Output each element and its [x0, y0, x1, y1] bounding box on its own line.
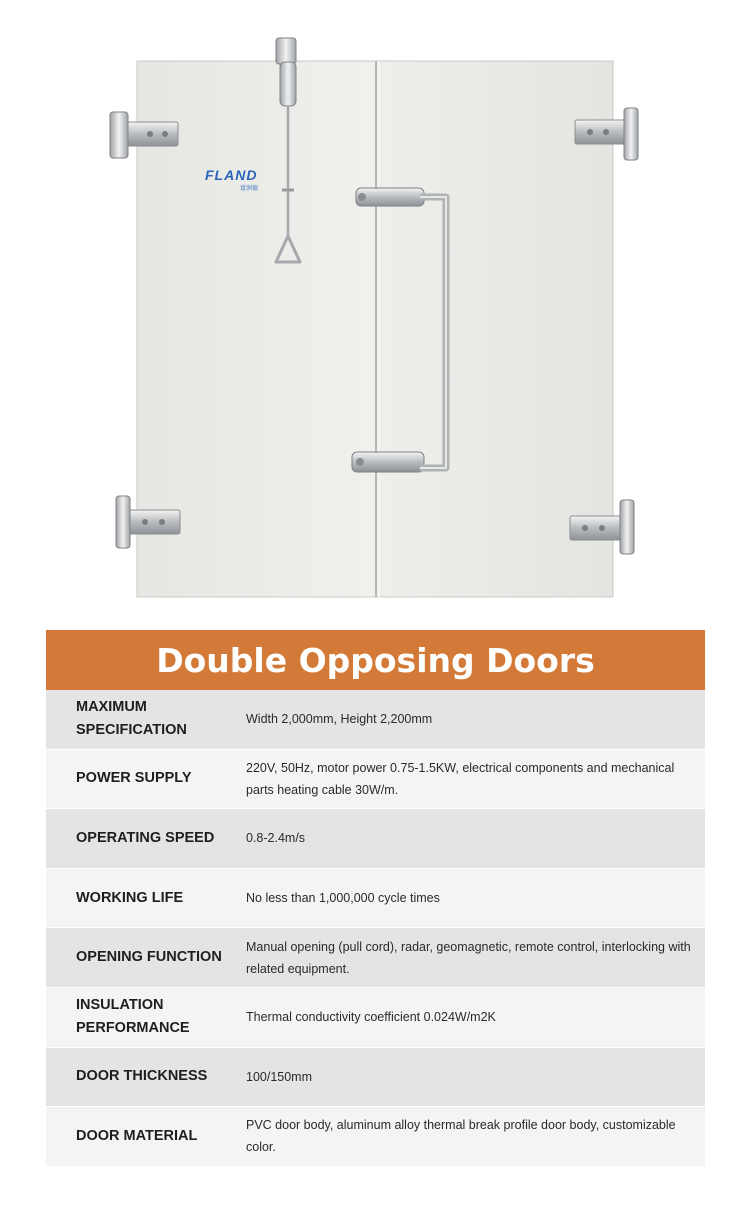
brand-logo: FLAND	[205, 167, 258, 183]
spec-row	[46, 988, 705, 1048]
spec-value: 100/150mm	[246, 1069, 313, 1084]
spec-label: DOOR THICKNESS	[76, 1068, 208, 1085]
spec-row	[46, 809, 705, 869]
spec-row	[46, 750, 705, 810]
spec-row	[46, 928, 705, 988]
spec-label: MAXIMUM SPECIFICATION	[76, 699, 187, 739]
page-title: Double Opposing Doors	[46, 630, 705, 690]
spec-label: WORKING LIFE	[76, 889, 184, 906]
spec-value: PVC door body, aluminum alloy thermal break profile door body, customizable color.	[246, 1118, 676, 1155]
spec-value: 0.8-2.4m/s	[246, 831, 306, 846]
spec-label: OPENING FUNCTION	[76, 949, 222, 966]
spec-value: Width 2,000mm, Height 2,200mm	[246, 712, 433, 727]
spec-value: Manual opening (pull cord), radar, geomagnetic, remote control, interlocking with related equipment.	[246, 939, 691, 976]
brand-logo-chinese: 富润德	[240, 185, 259, 192]
spec-table	[46, 690, 705, 1167]
spec-value: Thermal conductivity coefficient 0.024W/m2K	[246, 1010, 496, 1025]
spec-row	[46, 869, 705, 929]
spec-row	[46, 690, 705, 750]
spec-value: No less than 1,000,000 cycle times	[246, 891, 440, 906]
spec-label: OPERATING SPEED	[76, 829, 215, 846]
spec-label: POWER SUPPLY	[76, 770, 192, 787]
spec-label: DOOR MATERIAL	[76, 1127, 198, 1144]
spec-row	[46, 1048, 705, 1108]
spec-value: 220V, 50Hz, motor power 0.75-1.5KW, electrical components and mechanical parts heating cable 30W/m.	[246, 760, 675, 797]
spec-label: INSULATION PERFORMANCE	[76, 997, 190, 1037]
spec-row	[46, 1107, 705, 1167]
